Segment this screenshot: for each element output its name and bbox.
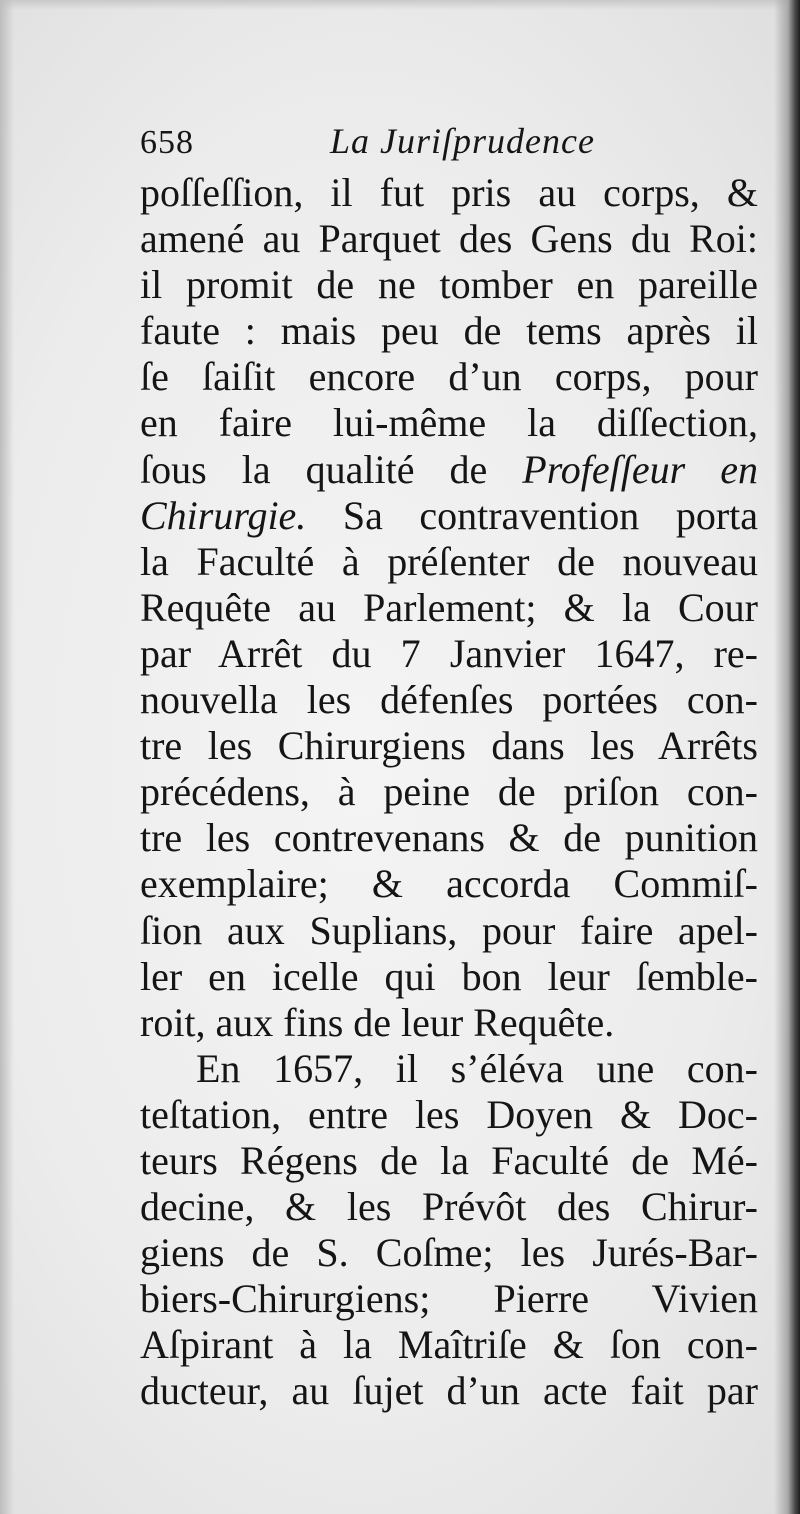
text-line: ſous la qualité de Profeſſeur en bbox=[140, 446, 758, 492]
text-line: Chirurgie. Sa contravention porta bbox=[140, 492, 758, 538]
page-left-shadow bbox=[0, 0, 14, 1514]
text-line: ſion aux Suplians, pour faire apel- bbox=[140, 907, 758, 953]
text-line: nouvella les défenſes portées con- bbox=[140, 677, 758, 723]
text-line: teſtation, entre les Doyen & Doc- bbox=[140, 1091, 758, 1137]
text-line: exemplaire; & accorda Commiſ- bbox=[140, 861, 758, 907]
text-line: tre les Chirurgiens dans les Arrêts bbox=[140, 723, 758, 769]
text-line: teurs Régens de la Faculté de Mé- bbox=[140, 1137, 758, 1183]
text-line: Aſpirant à la Maîtriſe & ſon con- bbox=[140, 1322, 758, 1368]
text-line: faute : mais peu de tems après il bbox=[140, 308, 758, 354]
text-line: par Arrêt du 7 Janvier 1647, re- bbox=[140, 630, 758, 676]
text-line: ſe ſaiſit encore d’un corps, pour bbox=[140, 354, 758, 400]
page-gutter-shadow bbox=[774, 0, 800, 1514]
text-line: amené au Parquet des Gens du Roi: bbox=[140, 216, 758, 262]
text-line: decine, & les Prévôt des Chirur- bbox=[140, 1184, 758, 1230]
text-line: roit, aux fins de leur Requête. bbox=[140, 999, 615, 1045]
italic-term: Chirurgie. bbox=[140, 492, 307, 538]
text-line: ler en icelle qui bon leur ſemble- bbox=[140, 953, 758, 999]
text-line: en faire lui-même la diſſection, bbox=[140, 400, 758, 446]
page-top-shadow bbox=[0, 0, 800, 10]
text-line: Requête au Parlement; & la Cour bbox=[140, 584, 758, 630]
text-line: ducteur, au ſujet d’un acte fait par bbox=[140, 1368, 758, 1414]
text-line: biers-Chirurgiens; Pierre Vivien bbox=[140, 1276, 758, 1322]
italic-term: Profeſſeur en bbox=[522, 446, 758, 492]
text-line: En 1657, il s’éléva une con- bbox=[196, 1045, 758, 1091]
text-line: la Faculté à préſenter de nouveau bbox=[140, 538, 758, 584]
text-line: précédens, à peine de priſon con- bbox=[140, 769, 758, 815]
page-header bbox=[140, 118, 760, 168]
body-text bbox=[140, 170, 758, 1415]
text-line: giens de S. Coſme; les Jurés-Bar- bbox=[140, 1230, 758, 1276]
text-line: tre les contrevenans & de punition bbox=[140, 815, 758, 861]
running-title: La Juriſprudence bbox=[330, 121, 595, 161]
text-line: poſſeſſion, il fut pris au corps, & bbox=[140, 170, 758, 215]
text-line: il promit de ne tomber en pareille bbox=[140, 262, 758, 308]
page-number: 658 bbox=[140, 124, 194, 161]
